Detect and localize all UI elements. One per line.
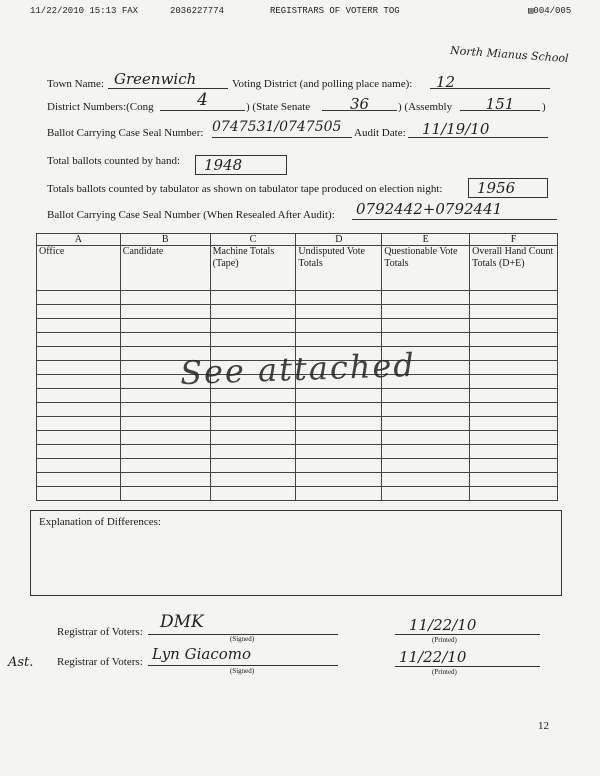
table-cell[interactable] (296, 417, 382, 431)
table-cell[interactable] (120, 291, 210, 305)
table-cell[interactable] (296, 291, 382, 305)
table-cell[interactable] (296, 459, 382, 473)
table-cell[interactable] (210, 305, 296, 319)
cong-field (160, 90, 245, 111)
table-cell[interactable] (470, 473, 558, 487)
table-cell[interactable] (470, 319, 558, 333)
table-cell[interactable] (470, 291, 558, 305)
table-cell[interactable] (37, 333, 121, 347)
table-cell[interactable] (382, 291, 470, 305)
table-cell[interactable] (120, 473, 210, 487)
table-cell[interactable] (120, 431, 210, 445)
state-senate-value: 36 (349, 95, 370, 113)
table-cell[interactable] (470, 417, 558, 431)
table-cell[interactable] (382, 417, 470, 431)
hand-count-value: 1948 (204, 156, 243, 174)
table-row (37, 389, 558, 403)
table-cell[interactable] (210, 459, 296, 473)
table-cell[interactable] (120, 417, 210, 431)
table-cell[interactable] (210, 291, 296, 305)
assembly-close-paren: ) (542, 101, 546, 113)
table-cell[interactable] (470, 403, 558, 417)
table-cell[interactable] (382, 319, 470, 333)
hand-count-box (195, 155, 287, 175)
col-header-overall-hand: Overall Hand Count Totals (D+E) (470, 246, 558, 291)
resealed-value: 0792442+0792441 (356, 200, 503, 218)
col-header-questionable: Questionable Vote Totals (382, 246, 470, 291)
signed-caption-1: (Signed) (230, 635, 255, 643)
table-cell[interactable] (37, 305, 121, 319)
signed-caption-2: (Signed) (230, 667, 255, 675)
printed-caption-2: (Printed) (432, 668, 457, 676)
table-cell[interactable] (470, 375, 558, 389)
registrar-signature: DMK (160, 612, 204, 632)
fax-sender: REGISTRARS OF VOTERR TOG (270, 6, 400, 16)
table-row (37, 333, 558, 347)
table-cell[interactable] (210, 473, 296, 487)
table-cell[interactable] (382, 487, 470, 501)
table-cell[interactable] (37, 431, 121, 445)
table-cell[interactable] (296, 403, 382, 417)
table-cell[interactable] (296, 333, 382, 347)
assembly-field (460, 95, 540, 111)
table-row (37, 417, 558, 431)
table-cell[interactable] (470, 431, 558, 445)
tabulator-value: 1956 (477, 179, 516, 197)
district-value: 12 (436, 73, 456, 91)
table-letter-row (37, 234, 558, 246)
table-cell[interactable] (37, 473, 121, 487)
col-header-office: Office (37, 246, 121, 291)
registrar-date-line (395, 616, 540, 635)
state-senate-label: ) (State Senate (246, 101, 311, 113)
town-field (108, 70, 228, 89)
col-letter-b: B (120, 234, 210, 246)
table-cell[interactable] (470, 333, 558, 347)
table-cell[interactable] (37, 417, 121, 431)
table-cell[interactable] (296, 305, 382, 319)
table-cell[interactable] (470, 487, 558, 501)
table-row (37, 473, 558, 487)
table-row (37, 319, 558, 333)
table-cell[interactable] (382, 459, 470, 473)
assembly-label: ) (Assembly (398, 101, 453, 113)
audit-date-value: 11/19/10 (422, 120, 490, 138)
col-letter-c: C (210, 234, 296, 246)
see-attached-note: See attached (179, 345, 417, 393)
table-row (37, 291, 558, 305)
seal-field (212, 118, 352, 138)
table-cell[interactable] (296, 487, 382, 501)
table-cell[interactable] (210, 417, 296, 431)
tabulator-box (468, 178, 548, 198)
table-cell[interactable] (382, 403, 470, 417)
asst-signature: Lyn Giacomo (152, 645, 252, 663)
registrar-date: 11/22/10 (409, 616, 477, 634)
table-cell[interactable] (210, 445, 296, 459)
table-cell[interactable] (470, 347, 558, 361)
table-cell[interactable] (470, 445, 558, 459)
table-cell[interactable] (120, 319, 210, 333)
table-cell[interactable] (382, 445, 470, 459)
table-cell[interactable] (37, 445, 121, 459)
registrar-signature-line (148, 612, 338, 635)
table-cell[interactable] (37, 375, 121, 389)
table-cell[interactable] (296, 473, 382, 487)
col-header-candidate: Candidate (120, 246, 210, 291)
explanation-box[interactable] (30, 510, 562, 596)
table-row (37, 445, 558, 459)
table-cell[interactable] (37, 389, 121, 403)
fax-page-number: 004/005 (533, 6, 572, 16)
col-letter-d: D (296, 234, 382, 246)
table-row (37, 305, 558, 319)
table-cell[interactable] (210, 319, 296, 333)
audit-date-label: Audit Date: (354, 127, 406, 139)
tabulator-label: Totals ballots counted by tabulator as shown on tabulator tape produced on election night: (47, 183, 443, 195)
table-cell[interactable] (120, 459, 210, 473)
table-cell[interactable] (296, 319, 382, 333)
table-body (37, 291, 558, 501)
table-row (37, 431, 558, 445)
assembly-value: 151 (485, 95, 515, 113)
seal-value: 0747531/0747505 (212, 119, 342, 135)
table-cell[interactable] (37, 291, 121, 305)
resealed-label: Ballot Carrying Case Seal Number (When Resealed After Audit): (47, 209, 335, 221)
asst-prefix: Ast. (8, 655, 34, 670)
fax-datetime: 11/22/2010 15:13 FAX (30, 6, 139, 16)
fax-number: 2036227774 (170, 6, 225, 16)
polling-place-value: North Mianus School (449, 43, 570, 66)
table-cell[interactable] (382, 431, 470, 445)
town-value: Greenwich (114, 70, 197, 88)
printed-caption-1: (Printed) (432, 636, 457, 644)
page-number: 12 (538, 720, 549, 732)
table-row (37, 459, 558, 473)
col-letter-f: F (470, 234, 558, 246)
audit-date-field (408, 120, 548, 138)
asst-registrar-label: Registrar of Voters: (57, 656, 143, 668)
table-cell[interactable] (210, 431, 296, 445)
explanation-label: Explanation of Differences: (39, 516, 161, 528)
asst-date: 11/22/10 (399, 648, 467, 666)
seal-label: Ballot Carrying Case Seal Number: (47, 127, 204, 139)
col-header-machine-totals: Machine Totals (Tape) (210, 246, 296, 291)
asst-date-line (395, 648, 540, 667)
district-numbers-label: District Numbers:(Cong (47, 101, 154, 113)
table-cell[interactable] (37, 459, 121, 473)
table-cell[interactable] (210, 403, 296, 417)
resealed-field (352, 200, 557, 220)
table-cell[interactable] (120, 487, 210, 501)
asst-signature-line (148, 645, 338, 666)
table-cell[interactable] (470, 459, 558, 473)
table-cell[interactable] (296, 431, 382, 445)
table-cell[interactable] (37, 403, 121, 417)
table-cell[interactable] (120, 445, 210, 459)
table-cell[interactable] (470, 305, 558, 319)
table-row (37, 487, 558, 501)
hand-count-label: Total ballots counted by hand: (47, 155, 181, 167)
table-cell[interactable] (37, 319, 121, 333)
table-cell[interactable] (382, 333, 470, 347)
registrar-label: Registrar of Voters: (57, 626, 143, 638)
col-header-undisputed: Undisputed Vote Totals (296, 246, 382, 291)
district-field (430, 73, 550, 89)
table-cell[interactable] (37, 487, 121, 501)
table-cell[interactable] (296, 445, 382, 459)
table-cell[interactable] (120, 333, 210, 347)
col-letter-e: E (382, 234, 470, 246)
table-cell[interactable] (470, 361, 558, 375)
table-cell[interactable] (382, 389, 470, 403)
table-cell[interactable] (470, 389, 558, 403)
col-letter-a: A (37, 234, 121, 246)
senate-field (322, 95, 397, 111)
fax-page (528, 6, 571, 16)
district-label: Voting District (and polling place name): (232, 78, 413, 90)
table-cell[interactable] (37, 347, 121, 361)
table-cell[interactable] (210, 333, 296, 347)
table-cell[interactable] (296, 389, 382, 403)
cong-value: 4 (197, 90, 208, 110)
table-cell[interactable] (382, 473, 470, 487)
fax-page-icon: ▤ (528, 6, 534, 16)
table-cell[interactable] (120, 403, 210, 417)
table-cell[interactable] (120, 305, 210, 319)
table-cell[interactable] (382, 305, 470, 319)
town-label: Town Name: (47, 78, 104, 90)
table-header-row (37, 246, 558, 291)
table-cell[interactable] (210, 487, 296, 501)
table-cell[interactable] (37, 361, 121, 375)
table-row (37, 403, 558, 417)
